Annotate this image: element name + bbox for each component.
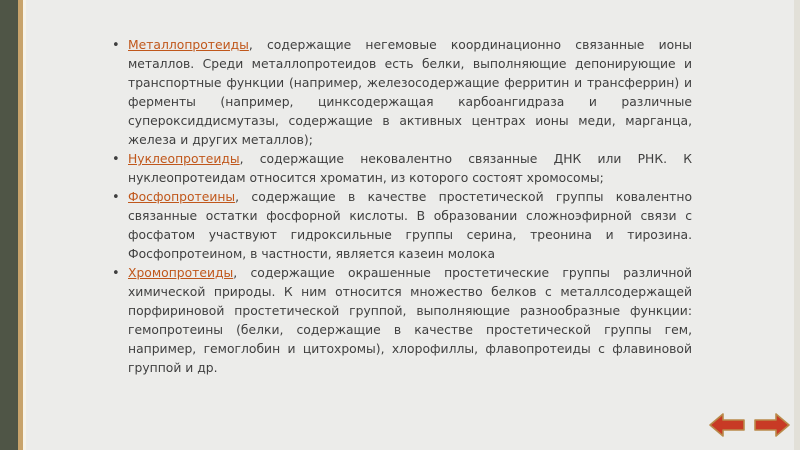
left-stripe-light [23, 0, 26, 450]
arrow-left-icon [708, 412, 746, 438]
bullet-metalloproteins [110, 36, 692, 150]
bullet-text: , содержащие окрашенные простетические группы различной химической природы. К ним относится множество белков с металлсодержащей порфириновой простетической группой, выполняющие разнообразные функции: гемопротеины (белки, содержащие в качестве простетической группы гем, например, гемоглобин и цитохромы), хлорофиллы, флавопротеиды с флавиновой группой и др. [128, 266, 692, 375]
bullet-dot-icon: • [112, 152, 120, 167]
right-edge [794, 0, 800, 450]
arrow-right-icon [753, 412, 791, 438]
bullet-dot-icon: • [112, 266, 120, 281]
bullet-chromoproteins [110, 264, 692, 378]
term-phosphoproteins: Фосфопротеины [128, 190, 236, 204]
bullet-text: , содержащие негемовые координационно связанные ионы металлов. Среди металлопротеидов есть белки, выполняющие депонирующие и транспортные функции (например, железосодержащие ферритин и трансферрин) и ферменты (например, цинксодержащая карбоангидраза и различные супероксиддисмутазы, содержащие в активных центрах ионы меди, марганца, железа и других металлов); [128, 38, 692, 147]
bullet-text: , содержащие в качестве простетической группы ковалентно связанные остатки фосфорной кислоты. В образовании сложноэфирной связи с фосфатом участвуют гидроксильные группы серина, треонина и тирозина. Фосфопротеином, в частности, является казеин молока [128, 190, 692, 261]
term-nucleoproteins: Нуклеопротеиды [128, 152, 240, 166]
slide-content [110, 36, 692, 378]
previous-slide-button[interactable] [708, 412, 746, 438]
bullet-dot-icon: • [112, 38, 120, 53]
bullet-dot-icon: • [112, 190, 120, 205]
bullet-nucleoproteins [110, 150, 692, 188]
bullet-text: , содержащие нековалентно связанные ДНК или РНК. К нуклеопротеидам относится хроматин, из которого состоят хромосомы; [128, 152, 692, 185]
bullet-phosphoproteins [110, 188, 692, 264]
term-metalloproteins: Металлопротеиды [128, 38, 249, 52]
bullet-list [110, 36, 692, 378]
next-slide-button[interactable] [753, 412, 791, 438]
term-chromoproteins: Хромопротеиды [128, 266, 234, 280]
left-stripe-dark [0, 0, 18, 450]
